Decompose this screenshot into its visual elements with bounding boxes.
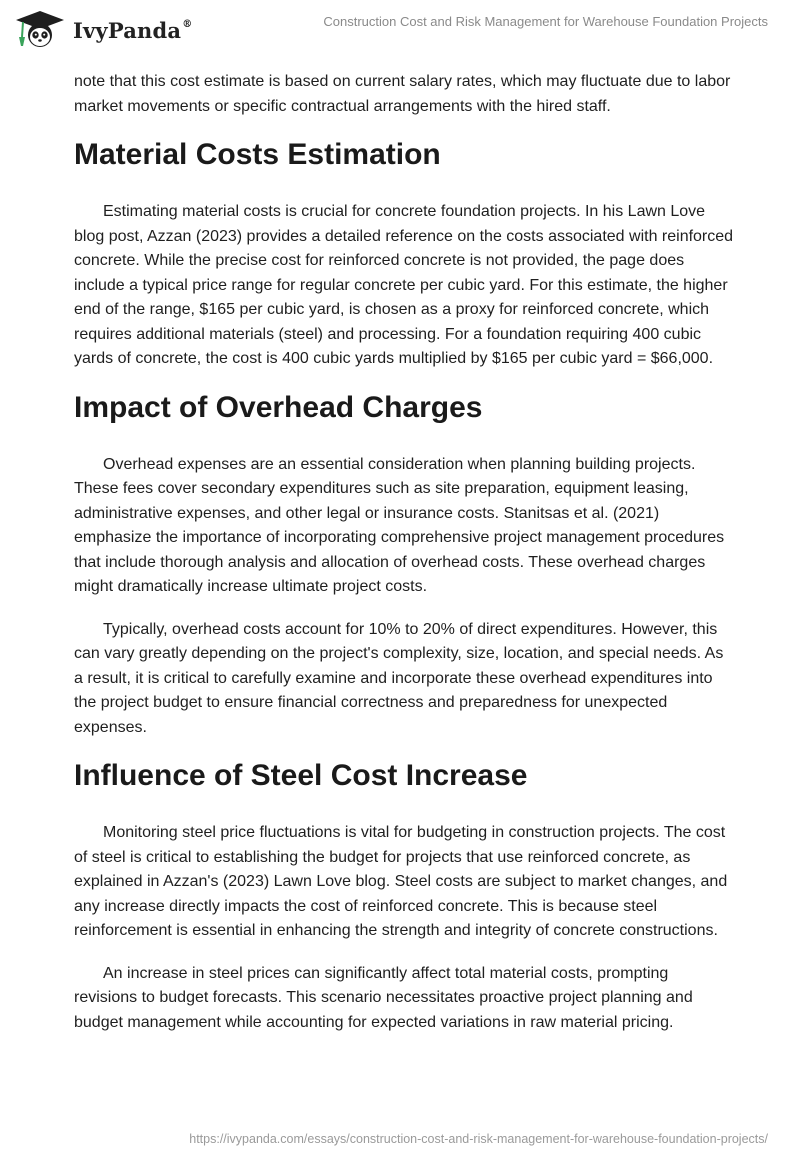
essay-body [74,70,734,1053]
registered-mark: ® [182,18,193,30]
intro-paragraph: note that this cost estimate is based on current salary rates, which may fluctuate due to labor market movements or specific contractual arrangements with the hired staff. [74,73,731,115]
section-heading-overhead-charges: Impact of Overhead Charges [74,390,483,424]
page-header [0,0,800,64]
brand-name [73,18,192,43]
paragraph: Monitoring steel price fluctuations is vital for budgeting in construction projects. The cost of steel is critical to establishing the budget for projects that use reinforced concrete, as explained in Azzan's (2023) Lawn Love blog. Steel costs are subject to market changes, and any increase directly impacts the cost of reinforced concrete. This is because steel reinforcement is essential in enhancing the strength and integrity of concrete constructions. [74,824,728,939]
paragraph: Estimating material costs is crucial for concrete foundation projects. In his Lawn Love blog post, Azzan (2023) provides a detailed reference on the costs associated with reinforced concrete. While the precise cost for reinforced concrete is not provided, the page does include a typical price range for regular concrete per cubic yard. For this estimate, the higher end of the range, $165 per cubic yard, is chosen as a proxy for reinforced concrete, which requires additional materials (steel) and processing. For a foundation requiring 400 cubic yards of concrete, the cost is 400 cubic yards multiplied by $165 per cubic yard = $66,000. [74,203,734,367]
source-url[interactable]: https://ivypanda.com/essays/construction-cost-and-risk-management-for-warehouse-foundation-projects/ [189,1132,768,1146]
ivypanda-logo[interactable] [14,9,192,49]
panda-graduation-cap-icon [14,9,66,49]
section-heading-material-costs: Material Costs Estimation [74,138,441,171]
brand-text: IvyPanda [73,17,182,43]
paragraph: Overhead expenses are an essential consideration when planning building projects. These fees cover secondary expenditures such as site preparation, equipment leasing, administrative expenses, and other legal or insurance costs. Stanitsas et al. (2021) emphasize the importance of incorporating comprehensive project management procedures that include thorough analysis and allocation of overhead costs. These overhead charges might dramatically increase ultimate project costs. [74,455,725,595]
paragraph: Typically, overhead costs account for 10% to 20% of direct expenditures. However, this can vary greatly depending on the project's complexity, size, location, and special needs. As a result, it is critical to carefully examine and incorporate these overhead expenditures into the project budget to ensure financial correctness and preparedness for unexpected expenses. [74,620,724,736]
document-title: Construction Cost and Risk Management for Warehouse Foundation Projects [323,14,768,29]
section-heading-steel-cost: Influence of Steel Cost Increase [74,759,528,792]
paragraph: An increase in steel prices can significantly affect total material costs, prompting revisions to budget forecasts. This scenario necessitates proactive project planning and budget management while accounting for expected variations in raw material pricing. [74,964,693,1031]
